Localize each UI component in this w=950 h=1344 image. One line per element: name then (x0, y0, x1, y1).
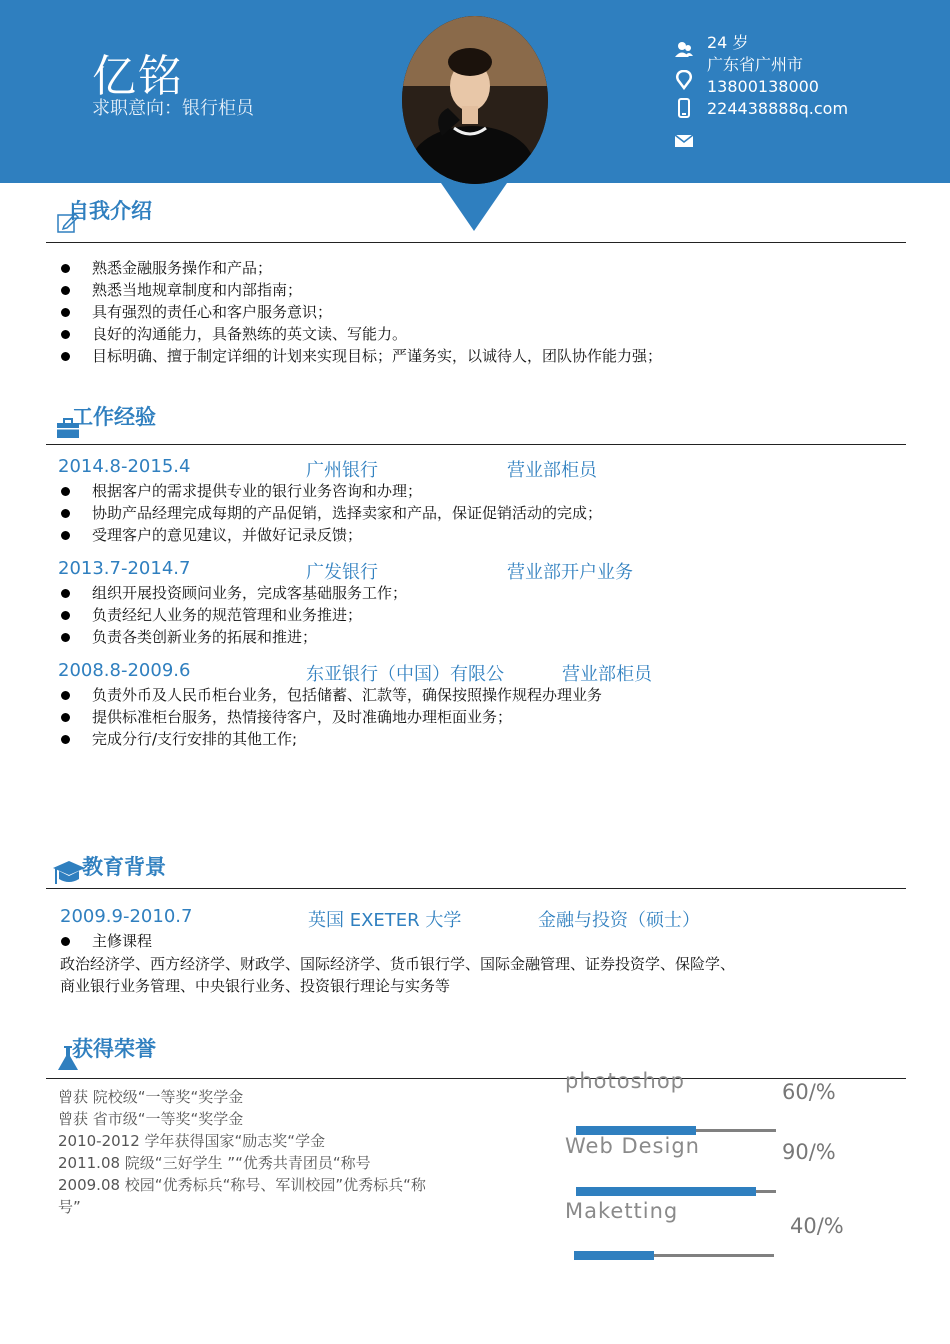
section-title-intro: 自我介绍 (68, 199, 152, 223)
profile-photo (402, 16, 548, 184)
skill-bar-fill (574, 1251, 654, 1260)
phone-icon (674, 98, 694, 118)
job-duty: 提供标准柜台服务，热情接待客户，及时准确地办理柜面业务； (58, 706, 602, 728)
job-duty: 负责外币及人民币柜台业务，包括储蓄、汇款等，确保按照操作规程办理业务 (58, 684, 602, 706)
edu-school: 英国 EXETER 大学 (308, 910, 462, 931)
section-title-education: 教育背景 (82, 855, 166, 879)
job-duties (58, 480, 602, 546)
intro-item: 目标明确、擅于制定详细的计划来实现目标；严谨务实，以诚待人，团队协作能力强； (58, 345, 662, 367)
section-divider (46, 1078, 906, 1079)
candidate-name: 亿铭 (92, 51, 184, 102)
edu-courses-line: 政治经济学、西方经济学、财政学、国际经济学、货币银行学、国际金融管理、证券投资学、保险学、 (60, 955, 736, 973)
job-duties (58, 684, 602, 750)
job-position: 营业部柜员 (562, 664, 652, 685)
edu-degree: 金融与投资（硕士） (538, 910, 700, 931)
honor-item: 曾获 院校级“一等奖“奖学金 (58, 1088, 244, 1106)
phone-text: 13800138000 (707, 77, 819, 96)
skill-bar-track (574, 1254, 774, 1257)
job-duty: 完成分行/支行安排的其他工作; (58, 728, 602, 750)
honor-item: 2009.08 校园“优秀标兵“称号、军训校园”优秀标兵“称 (58, 1176, 426, 1194)
job-company: 广发银行 (306, 562, 378, 583)
location-icon (674, 70, 694, 90)
edu-courses-line: 商业银行业务管理、中央银行业务、投资银行理论与实务等 (60, 977, 451, 995)
user-icon (674, 40, 694, 60)
skill-name: Maketting (565, 1199, 679, 1223)
skill-name: Web Design (565, 1134, 700, 1158)
job-duty: 负责经纪人业务的规范管理和业务推进； (58, 604, 407, 626)
mail-icon (674, 131, 694, 151)
graduation-cap-icon (52, 858, 86, 886)
honor-item: 2011.08 院级“三好学生 ”“优秀共青团员“称号 (58, 1154, 371, 1172)
job-duty: 组织开展投资顾问业务，完成客基础服务工作； (58, 582, 407, 604)
job-period: 2013.7-2014.7 (58, 558, 191, 579)
email-text[interactable]: 224438888q.com (707, 99, 849, 118)
job-position: 营业部柜员 (507, 460, 597, 481)
intro-item: 熟悉金融服务操作和产品； (58, 257, 662, 279)
section-title-honors: 获得荣誉 (72, 1037, 156, 1061)
job-duty: 负责各类创新业务的拓展和推进； (58, 626, 407, 648)
location-text: 广东省广州市 (707, 55, 804, 74)
skill-bar-track (576, 1190, 776, 1193)
skill-percent: 90/% (782, 1140, 836, 1164)
job-duties (58, 582, 407, 648)
job-period: 2014.8-2015.4 (58, 456, 191, 477)
job-company: 东亚银行（中国）有限公 (306, 664, 504, 685)
intro-item: 熟悉当地规章制度和内部指南； (58, 279, 662, 301)
skill-bar-track (576, 1129, 776, 1132)
skill-bar-fill (576, 1187, 756, 1196)
section-divider (46, 888, 906, 889)
job-duty: 根据客户的需求提供专业的银行业务咨询和办理； (58, 480, 602, 502)
edu-period: 2009.9-2010.7 (60, 906, 193, 927)
skill-percent: 40/% (790, 1214, 844, 1238)
job-intent: 求职意向：银行柜员 (92, 98, 254, 119)
section-title-work: 工作经验 (72, 405, 156, 429)
edu-courses-label-list (58, 930, 152, 952)
job-period: 2008.8-2009.6 (58, 660, 191, 681)
edu-courses-label: 主修课程 (58, 930, 152, 952)
intro-item: 良好的沟通能力，具备熟练的英文读、写能力。 (58, 323, 662, 345)
intro-item: 具有强烈的责任心和客户服务意识； (58, 301, 662, 323)
job-company: 广州银行 (306, 460, 378, 481)
job-position: 营业部开户业务 (507, 562, 633, 583)
skill-name: photoshop (565, 1069, 685, 1093)
job-duty: 受理客户的意见建议，并做好记录反馈； (58, 524, 602, 546)
header-pointer (441, 183, 507, 231)
intro-list (58, 257, 662, 367)
job-duty: 协助产品经理完成每期的产品促销，选择卖家和产品，保证促销活动的完成； (58, 502, 602, 524)
honor-item: 2010-2012 学年获得国家“励志奖“学金 (58, 1132, 326, 1150)
section-divider (46, 444, 906, 445)
honor-item: 号” (58, 1198, 81, 1216)
age-text: 24 岁 (707, 33, 749, 52)
portrait-illustration (402, 16, 548, 184)
section-divider (46, 242, 906, 243)
honor-item: 曾获 省市级“一等奖“奖学金 (58, 1110, 244, 1128)
skill-percent: 60/% (782, 1080, 836, 1104)
